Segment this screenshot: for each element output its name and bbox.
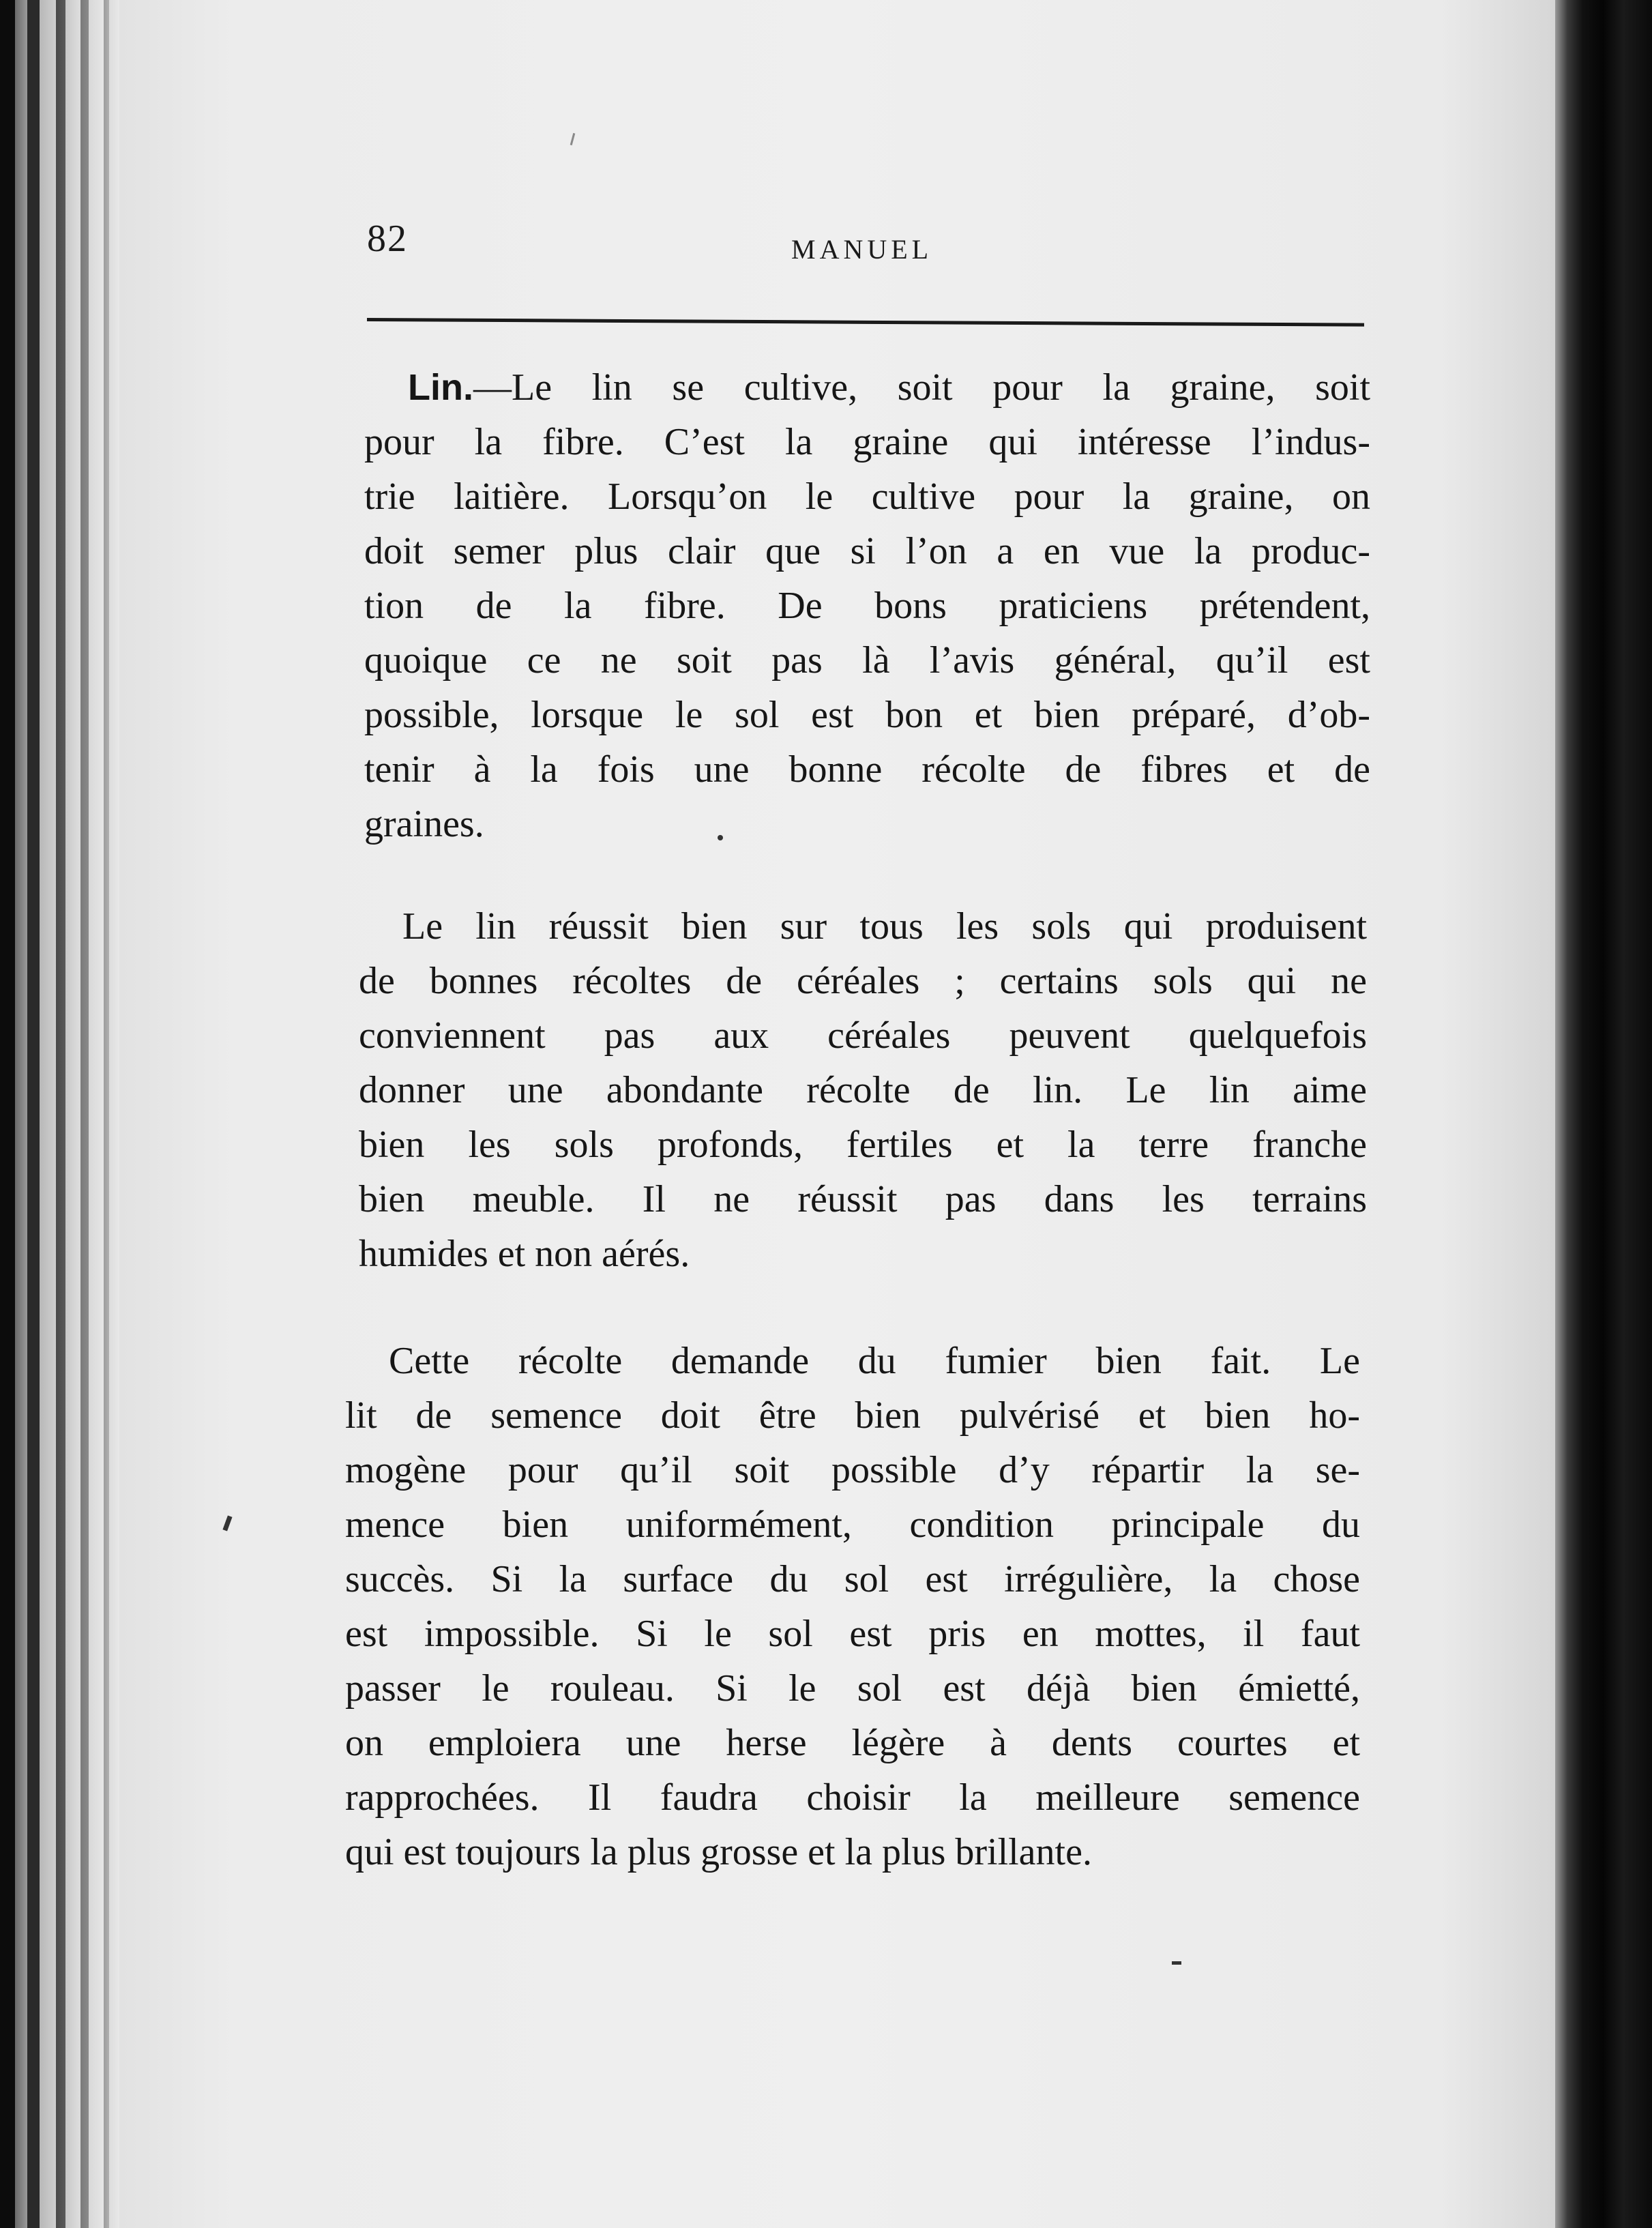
text-line: lit de semence doit être bien pulvérisé et bien ho- xyxy=(345,1394,1360,1437)
text-line: tenir à la fois une bonne récolte de fibres et de xyxy=(364,748,1370,791)
paragraph-sowing xyxy=(345,1334,1360,1879)
text-line: de bonnes récoltes de céréales ; certains sols qui ne xyxy=(359,960,1367,1002)
text-line: mogène pour qu’il soit possible d’y répartir la se- xyxy=(345,1449,1360,1491)
text-line: bien les sols profonds, fertiles et la terre franche xyxy=(359,1124,1367,1166)
text-line: est impossible. Si le sol est pris en mottes, il faut xyxy=(345,1613,1360,1655)
text-line: pour la fibre. C’est la graine qui intéresse l’indus- xyxy=(364,421,1370,463)
text-line: humides et non aérés. xyxy=(359,1233,690,1275)
text-line: conviennent pas aux céréales peuvent quelquefois xyxy=(359,1014,1367,1057)
text-line: passer le rouleau. Si le sol est déjà bien émietté, xyxy=(345,1667,1360,1710)
text-line: graines. xyxy=(364,803,484,845)
paragraph-lin xyxy=(364,360,1370,851)
text-line: succès. Si la surface du sol est irrégulière, la chose xyxy=(345,1558,1360,1600)
text-line: bien meuble. Il ne réussit pas dans les terrains xyxy=(359,1178,1367,1220)
text-line: on emploiera une herse légère à dents courtes et xyxy=(345,1722,1360,1764)
text-line: qui est toujours la plus grosse et la plus brillante. xyxy=(345,1831,1092,1873)
binding-shadow-right xyxy=(1555,0,1652,2228)
text-line: doit semer plus clair que si l’on a en vue la produc- xyxy=(364,530,1370,572)
text-line: Lin.—Le lin se cultive, soit pour la graine, soit xyxy=(408,366,1370,409)
running-head: MANUEL xyxy=(791,234,933,265)
text-line: trie laitière. Lorsqu’on le cultive pour la graine, on xyxy=(364,475,1370,518)
text-line: mence bien uniformément, condition principale du xyxy=(345,1504,1360,1546)
text-line: tion de la fibre. De bons praticiens prétendent, xyxy=(364,585,1370,627)
text-line: quoique ce ne soit pas là l’avis général, qu’il est xyxy=(364,639,1370,681)
text-line: rapprochées. Il faudra choisir la meilleure semence xyxy=(345,1776,1360,1819)
paragraph-soils xyxy=(359,899,1367,1281)
text-line: Le lin réussit bien sur tous les sols qui produisent xyxy=(402,905,1367,948)
page-number: 82 xyxy=(367,218,408,260)
text-line: donner une abondante récolte de lin. Le lin aime xyxy=(359,1069,1367,1111)
text-line: possible, lorsque le sol est bon et bien préparé, d’ob- xyxy=(364,694,1370,736)
scan-speck xyxy=(1172,1961,1181,1965)
text-line: Cette récolte demande du fumier bien fait. Le xyxy=(389,1340,1360,1382)
page-edges-left xyxy=(0,0,119,2228)
paragraph-lead: Lin. xyxy=(408,367,473,408)
